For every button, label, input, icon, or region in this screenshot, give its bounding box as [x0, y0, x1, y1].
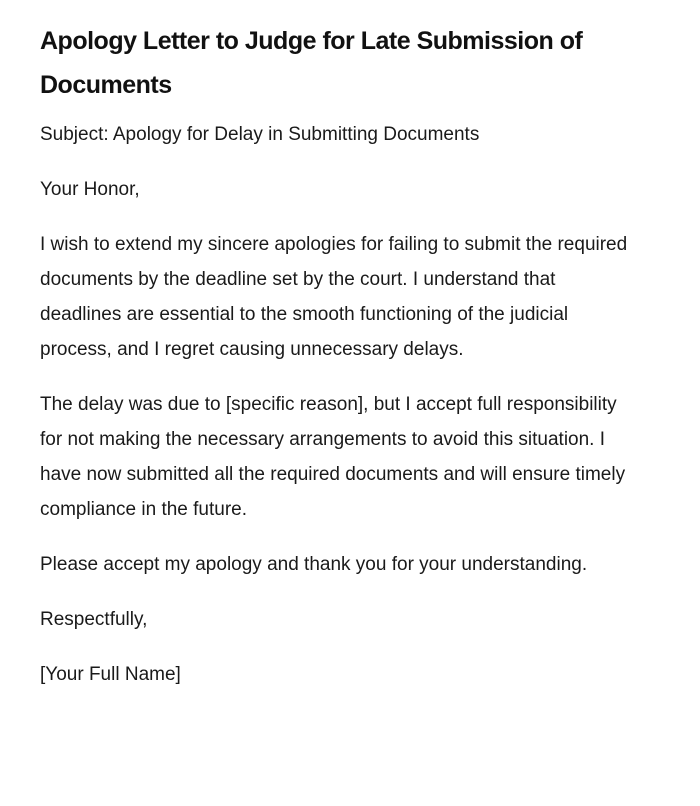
signature: [Your Full Name] — [40, 664, 181, 685]
subject-line: Subject: Apology for Delay in Submitting Documents — [40, 124, 480, 145]
body-paragraph: Please accept my apology and thank you for your understanding. — [40, 554, 588, 575]
body-paragraph: The delay was due to [specific reason], but I accept full responsibility for not making the necessary arrangements to avoid this situation. I have now submitted all the required documents and will ensure timely compliance in the future. — [40, 394, 626, 520]
closing: Respectfully, — [40, 609, 148, 630]
salutation: Your Honor, — [40, 179, 140, 200]
letter — [40, 19, 640, 712]
letter-title: Apology Letter to Judge for Late Submission of Documents — [40, 27, 583, 99]
body-paragraph: I wish to extend my sincere apologies for failing to submit the required documents by the deadline set by the court. I understand that deadlines are essential to the smooth functioning of the judicial process, and I regret causing unnecessary delays. — [40, 234, 628, 360]
